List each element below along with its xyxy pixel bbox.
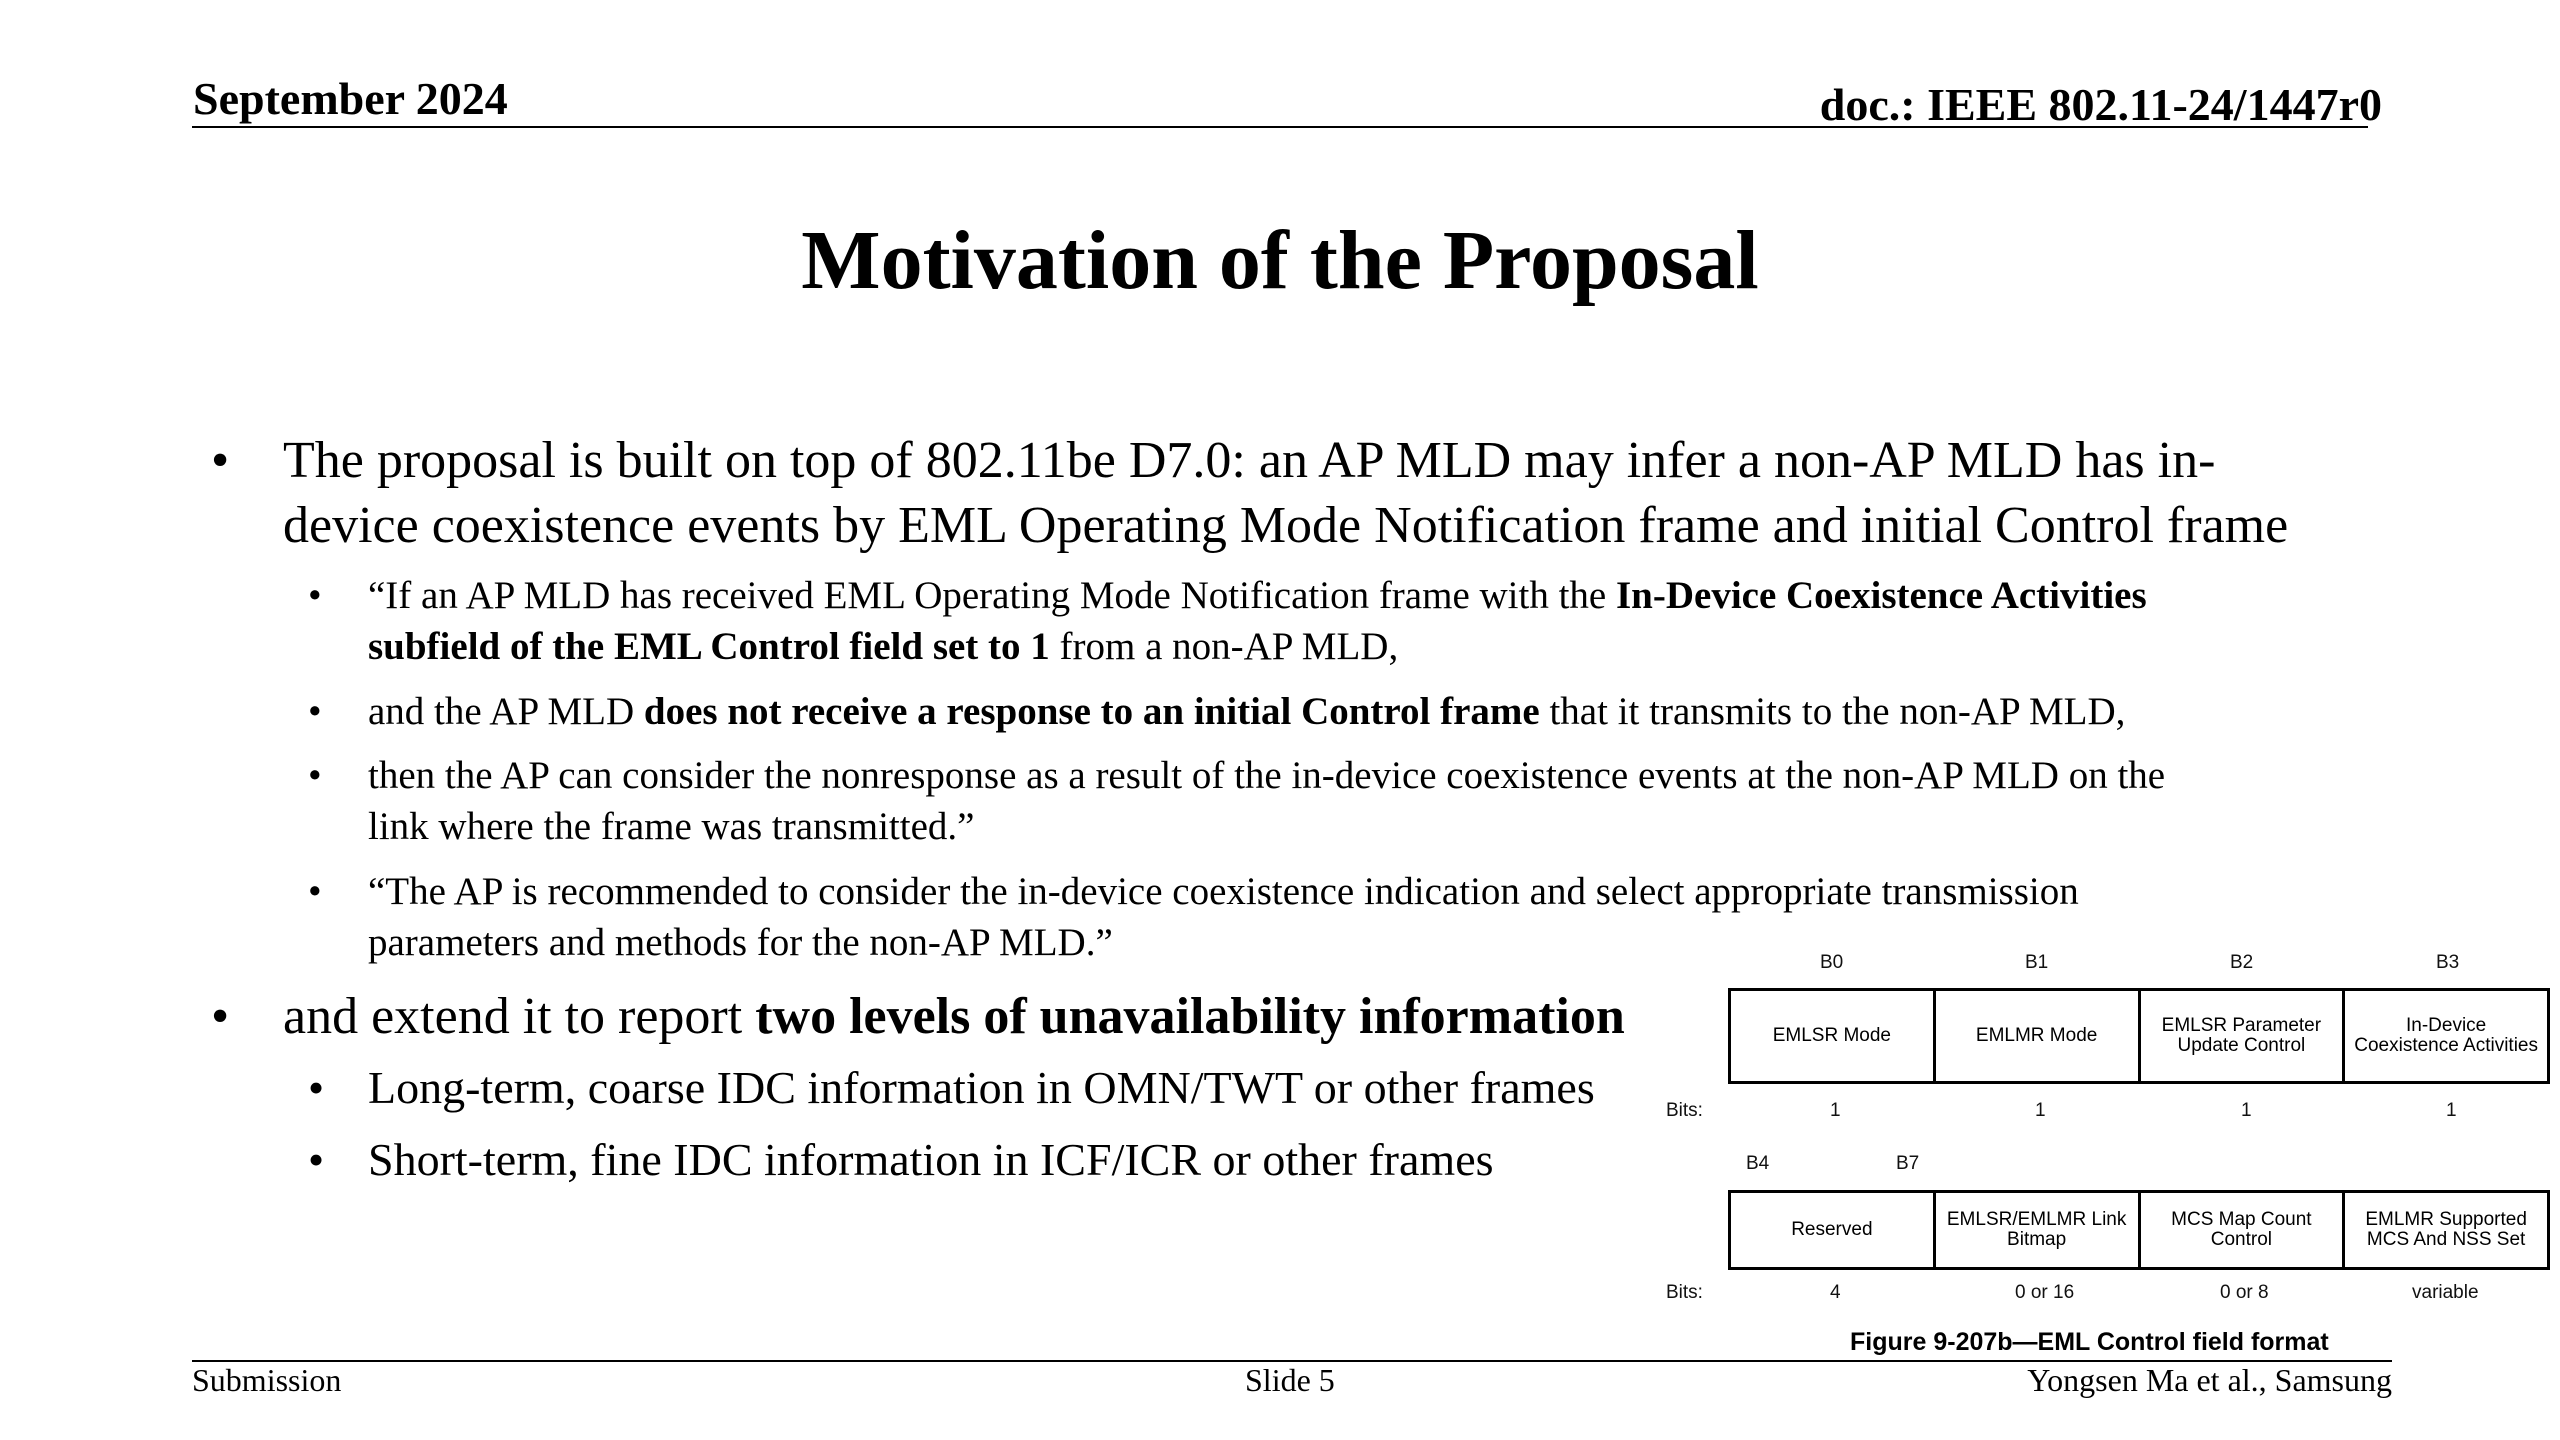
sub-bullet-line-2: link where the frame was transmitted.”	[368, 805, 975, 848]
sub-bullet-text: that it transmits to the non-AP MLD,	[1539, 690, 2126, 733]
sub-bullet-dot	[308, 686, 322, 737]
bit-size: variable	[2412, 1282, 2479, 1303]
eml-control-field-figure	[1660, 940, 2560, 1360]
sub-bullet-line-1: “The AP is recommended to consider the in-device coexistence indication and select appropriate transmission	[368, 870, 2079, 913]
sub-bullet-bold-text: In-Device Coexistence Activities	[1615, 574, 2147, 617]
bit-label: B3	[2436, 952, 2460, 973]
bit-size: 1	[2035, 1100, 2046, 1121]
field-cell: EMLSR Parameter Update Control	[2141, 991, 2346, 1081]
sub-bullet-text: “If an AP MLD has received EML Operating Mode Notification frame with the	[368, 574, 1616, 617]
header-date: September 2024	[193, 73, 508, 124]
bit-size: 4	[1830, 1282, 1841, 1303]
sub-bullet-long-term	[368, 1058, 1595, 1118]
sub-bullet-text: Long-term, coarse IDC information in OMN/TWT or other frames	[368, 1062, 1595, 1113]
footer-authors: Yongsen Ma et al., Samsung	[2027, 1362, 2392, 1398]
sub-bullet-line-2	[368, 621, 2147, 672]
bits-label: Bits:	[1666, 1282, 1703, 1303]
bit-size: 0 or 16	[2015, 1282, 2075, 1303]
slide-title: Motivation of the Proposal	[801, 214, 1759, 307]
field-cell: EMLSR/EMLMR Link Bitmap	[1936, 1193, 2141, 1267]
bit-size: 1	[2241, 1100, 2252, 1121]
field-cell: Reserved	[1731, 1193, 1936, 1267]
bullet-bold-text: two levels of unavailability information	[755, 988, 1625, 1045]
footer-submission: Submission	[192, 1362, 342, 1398]
header-divider	[192, 126, 2368, 128]
bit-label: B2	[2230, 952, 2254, 973]
field-cell: MCS Map Count Control	[2141, 1193, 2346, 1267]
sub-bullet-text: Short-term, fine IDC information in ICF/ICR or other frames	[368, 1134, 1494, 1185]
field-cell: EMLMR Supported MCS And NSS Set	[2365, 1209, 2527, 1250]
header-doc-id: doc.: IEEE 802.11-24/1447r0	[1819, 79, 2382, 130]
field-cell: EMLMR Mode	[1936, 991, 2141, 1081]
footer-slide-number: Slide 5	[1245, 1362, 1335, 1398]
field-cell: EMLSR Mode	[1731, 991, 1936, 1081]
bullet-dot	[211, 984, 229, 1049]
bit-size: 1	[1830, 1100, 1841, 1121]
bullet-built-on-d7	[283, 428, 2288, 558]
bullet-text-line-2: device coexistence events by EML Operating Mode Notification frame and initial Control frame	[283, 497, 2289, 554]
sub-bullet-dot	[308, 570, 322, 621]
bit-label: B4	[1746, 1153, 1770, 1174]
sub-bullet-dot	[308, 1130, 324, 1190]
sub-bullet-line-2: parameters and methods for the non-AP MLD.”	[368, 921, 1113, 964]
sub-bullet-dot	[308, 750, 322, 801]
bit-size: 0 or 8	[2220, 1282, 2269, 1303]
field-cell: In-Device Coexistence Activities	[2354, 1015, 2538, 1056]
field-row-1	[1728, 988, 2550, 1084]
sub-bullet-omn-received	[368, 570, 2147, 672]
bit-label: B0	[1820, 952, 1844, 973]
bullet-extend	[283, 984, 1625, 1049]
sub-bullet-nonresponse	[368, 750, 2165, 852]
sub-bullet-no-response	[368, 686, 2125, 737]
sub-bullet-line-1	[368, 570, 2147, 621]
sub-bullet-bold-text: subfield of the EML Control field set to 1	[368, 625, 1050, 668]
bit-label: B7	[1896, 1153, 1920, 1174]
sub-bullet-dot	[308, 866, 322, 917]
bullet-text-line-1: The proposal is built on top of 802.11be D7.0: an AP MLD may infer a non-AP MLD has in-	[283, 432, 2216, 489]
sub-bullet-line-1: then the AP can consider the nonresponse as a result of the in-device coexistence events at the non-AP MLD on the	[368, 754, 2166, 797]
field-row-2	[1728, 1190, 2550, 1270]
sub-bullet-dot	[308, 1058, 324, 1118]
sub-bullet-short-term	[368, 1130, 1494, 1190]
sub-bullet-text: and the AP MLD	[368, 690, 644, 733]
bits-label: Bits:	[1666, 1100, 1703, 1121]
bit-size: 1	[2446, 1100, 2457, 1121]
bullet-text: and extend it to report	[283, 988, 756, 1045]
bit-label: B1	[2025, 952, 2049, 973]
bullet-dot	[211, 428, 229, 493]
figure-caption: Figure 9-207b—EML Control field format	[1850, 1328, 2329, 1356]
sub-bullet-text: from a non-AP MLD,	[1049, 625, 1399, 668]
sub-bullet-bold-text: does not receive a response to an initial Control frame	[643, 690, 1540, 733]
